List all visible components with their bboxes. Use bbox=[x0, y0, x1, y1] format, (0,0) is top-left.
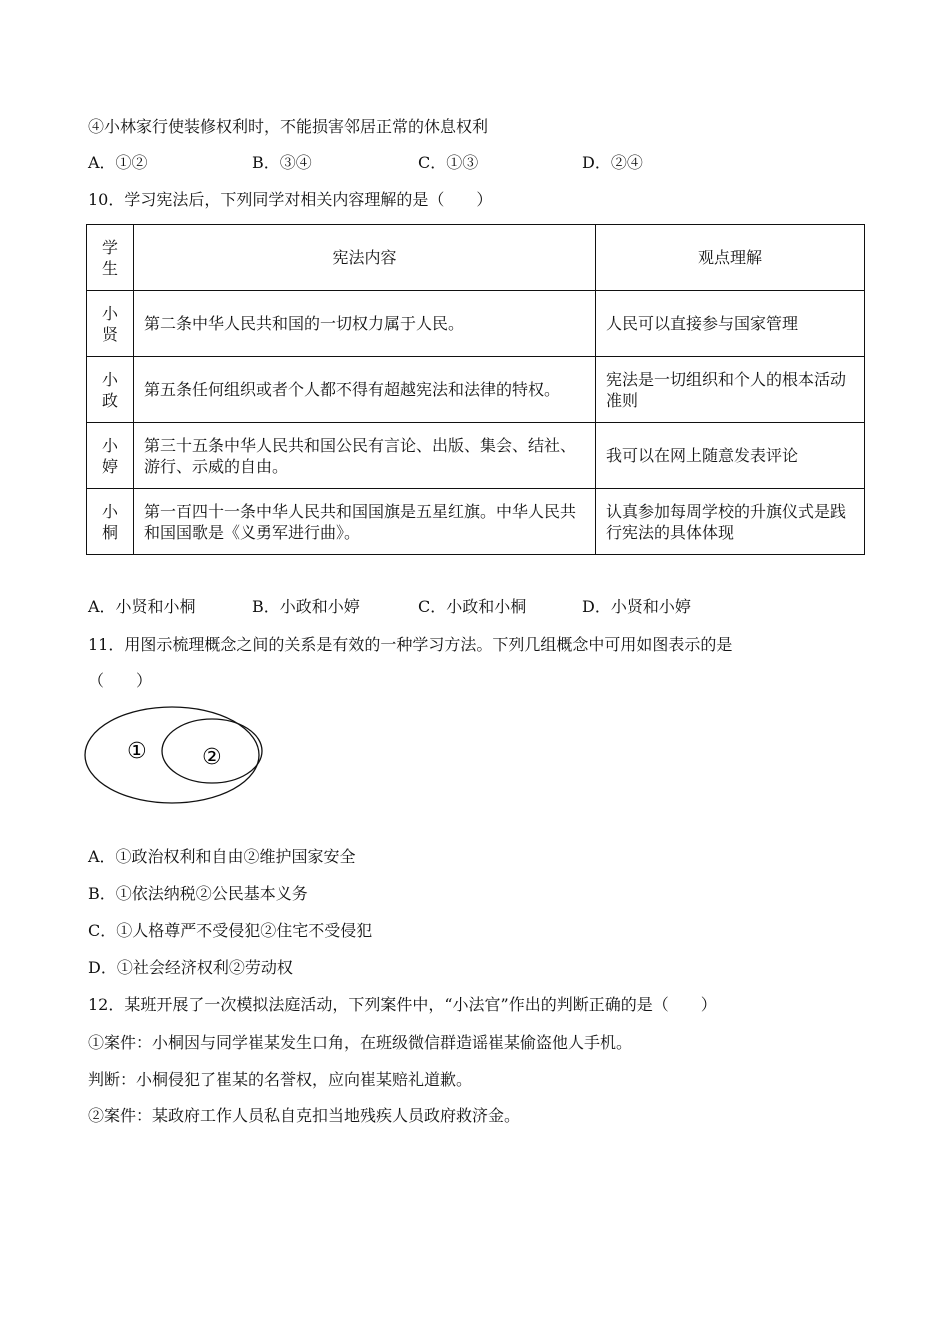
q9-option-c[interactable]: C．①③ bbox=[418, 153, 479, 172]
row-content: 第五条任何组织或者个人都不得有超越宪法和法律的特权。 bbox=[134, 357, 596, 423]
outer-label: ① bbox=[127, 739, 147, 764]
row-view: 人民可以直接参与国家管理 bbox=[596, 291, 865, 357]
q11-option-d[interactable]: D．①社会经济权利②劳动权 bbox=[88, 958, 293, 977]
header-view: 观点理解 bbox=[596, 225, 865, 291]
q9-option-b[interactable]: B．③④ bbox=[252, 153, 312, 172]
table-header-row bbox=[87, 225, 865, 291]
row-student: 小桐 bbox=[87, 489, 134, 555]
row-student: 小贤 bbox=[87, 291, 134, 357]
row-student: 小政 bbox=[87, 357, 134, 423]
row-content: 第二条中华人民共和国的一切权力属于人民。 bbox=[134, 291, 596, 357]
q12-case-2: ②案件：某政府工作人员私自克扣当地残疾人员政府救济金。 bbox=[88, 1106, 521, 1125]
table-row bbox=[87, 357, 865, 423]
row-view: 我可以在网上随意发表评论 bbox=[596, 423, 865, 489]
header-student: 学生 bbox=[87, 225, 134, 291]
q10-option-c[interactable]: C．小政和小桐 bbox=[418, 597, 527, 616]
q11-stem: 11．用图示梳理概念之间的关系是有效的一种学习方法。下列几组概念中可用如图表示的是 bbox=[88, 635, 733, 654]
q12-judgment-1: 判断：小桐侵犯了崔某的名誉权，应向崔某赔礼道歉。 bbox=[88, 1070, 473, 1089]
table-row bbox=[87, 291, 865, 357]
venn-diagram bbox=[84, 702, 274, 810]
row-view: 认真参加每周学校的升旗仪式是践行宪法的具体体现 bbox=[596, 489, 865, 555]
row-content: 第一百四十一条中华人民共和国国旗是五星红旗。中华人民共和国国歌是《义勇军进行曲》。 bbox=[134, 489, 596, 555]
q11-option-a[interactable]: A．①政治权利和自由②维护国家安全 bbox=[88, 847, 356, 866]
q10-option-b[interactable]: B．小政和小婷 bbox=[252, 597, 360, 616]
q9-option-d[interactable]: D．②④ bbox=[582, 153, 643, 172]
table-row bbox=[87, 423, 865, 489]
row-content: 第三十五条中华人民共和国公民有言论、出版、集会、结社、游行、示威的自由。 bbox=[134, 423, 596, 489]
q9-option-a[interactable]: A．①② bbox=[88, 153, 148, 172]
q10-option-d[interactable]: D．小贤和小婷 bbox=[582, 597, 691, 616]
q11-option-b[interactable]: B．①依法纳税②公民基本义务 bbox=[88, 884, 308, 903]
row-view: 宪法是一切组织和个人的根本活动准则 bbox=[596, 357, 865, 423]
q10-table bbox=[86, 224, 865, 555]
header-content: 宪法内容 bbox=[134, 225, 596, 291]
q12-stem: 12．某班开展了一次模拟法庭活动，下列案件中，“小法官”作出的判断正确的是（ ） bbox=[88, 995, 717, 1014]
q12-case-1: ①案件：小桐因与同学崔某发生口角，在班级微信群造谣崔某偷盗他人手机。 bbox=[88, 1033, 633, 1052]
q9-item-4: ④小林家行使装修权利时，不能损害邻居正常的休息权利 bbox=[88, 117, 489, 136]
table-row bbox=[87, 489, 865, 555]
inner-label: ② bbox=[202, 745, 222, 770]
q11-option-c[interactable]: C．①人格尊严不受侵犯②住宅不受侵犯 bbox=[88, 921, 373, 940]
q10-stem: 10．学习宪法后，下列同学对相关内容理解的是（ ） bbox=[88, 190, 493, 209]
q10-option-a[interactable]: A．小贤和小桐 bbox=[88, 597, 196, 616]
q11-blank: （ ） bbox=[88, 671, 153, 690]
row-student: 小婷 bbox=[87, 423, 134, 489]
